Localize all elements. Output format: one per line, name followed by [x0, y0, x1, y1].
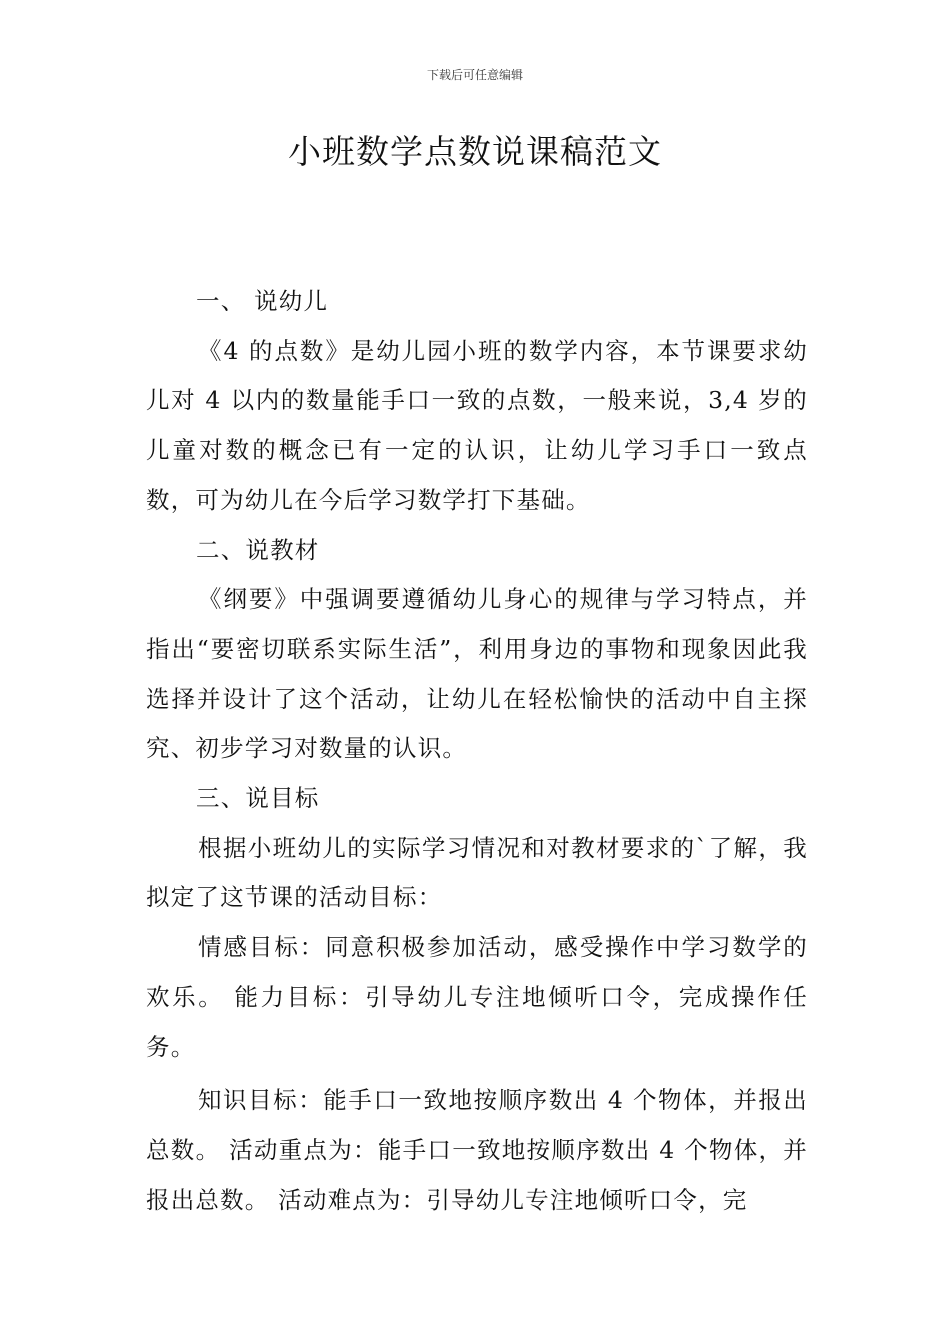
document-title: 小班数学点数说课稿范文 — [288, 132, 662, 171]
section-heading-2: 二、说教材 — [196, 535, 320, 564]
paragraph-5: 知识目标：能手口一致地按顺序数出 4 个物体，并报出总数。 活动重点为：能手口一致地按顺序数出 4 个物体，并报出总数。 活动难点为：引导幼儿专注地倾听口令，完 — [146, 1086, 808, 1214]
paragraph-1: 《4 的点数》是幼儿园小班的数学内容，本节课要求幼儿对 4 以内的数量能手口一致的点数，一般来说，3,4 岁的儿童对数的概念已有一定的认识，让幼儿学习手口一致点数，可为幼儿在今后学习数学打下基础。 — [146, 336, 808, 514]
section-heading-1: 一、 说幼儿 — [196, 287, 329, 315]
section-heading-3: 三、说目标 — [196, 784, 320, 813]
paragraph-3: 根据小班幼儿的实际学习情况和对教材要求的`了解，我拟定了这节课的活动目标： — [146, 833, 808, 912]
paragraph-2: 《纲要》中强调要遵循幼儿身心的规律与学习特点，并指出“要密切联系实际生活”，利用身边的事物和现象因此我选择并设计了这个活动，让幼儿在轻松愉快的活动中自主探究、初步学习对数量的认识。 — [146, 585, 808, 763]
paragraph-4: 情感目标：同意积极参加活动，感受操作中学习数学的欢乐。 能力目标：引导幼儿专注地倾听口令，完成操作任务。 — [146, 933, 808, 1061]
document-body — [146, 277, 808, 1225]
header-note: 下载后可任意编辑 — [426, 68, 523, 82]
